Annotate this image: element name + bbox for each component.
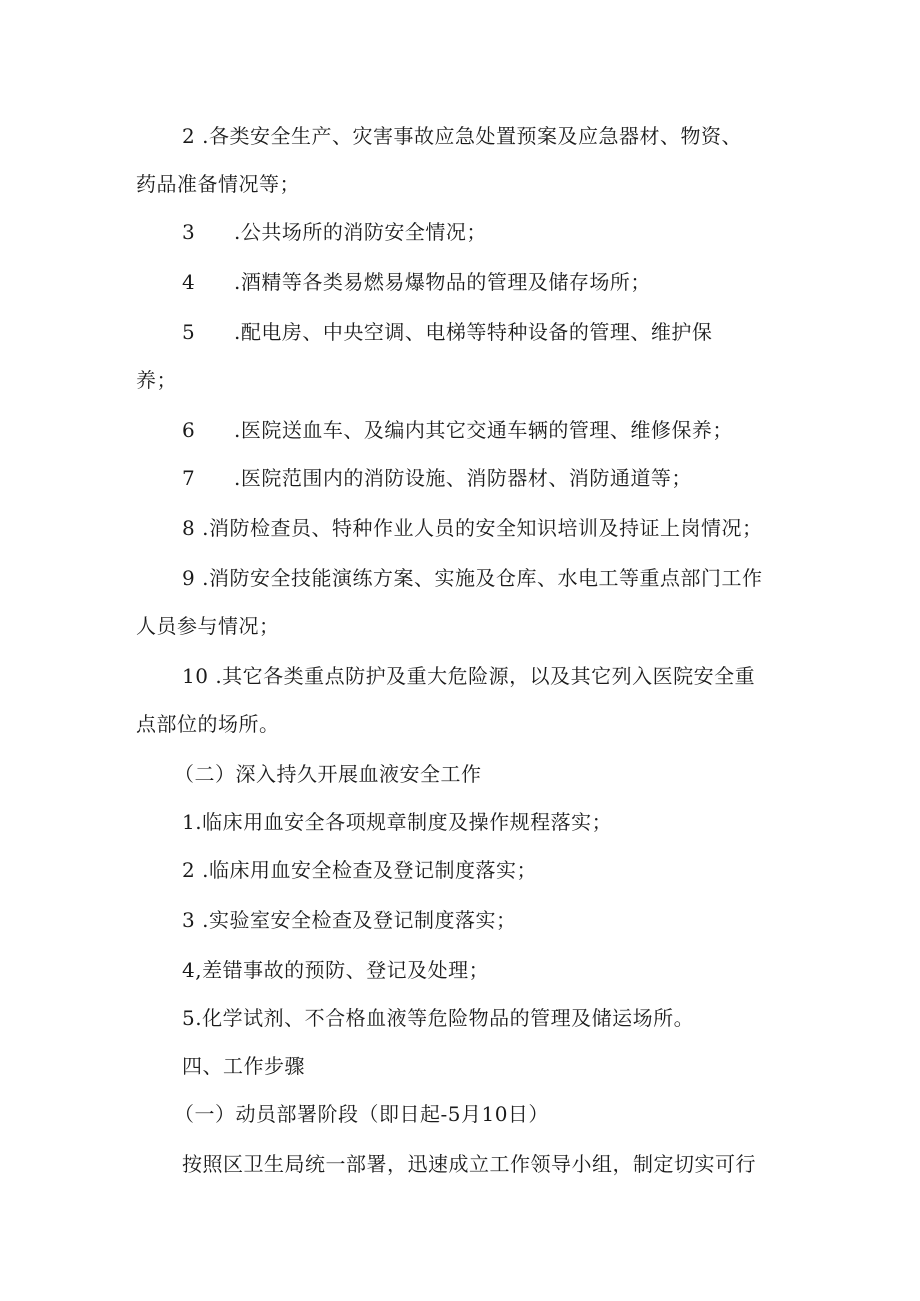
item-number: 3: [182, 220, 196, 244]
section-heading: 四、工作步骤: [182, 1054, 305, 1078]
item-continuation: 人员参与情况；: [136, 614, 280, 638]
list-item: [182, 566, 762, 590]
item-text: .公共场所的消防安全情况；: [234, 220, 487, 244]
item-number: 5: [182, 320, 196, 344]
item-continuation: 点部位的场所。: [136, 712, 280, 736]
item-number: 6: [182, 418, 196, 442]
list-item: [182, 320, 712, 344]
list-item: 5.化学试剂、不合格血液等危险物品的管理及储运场所。: [182, 1006, 695, 1030]
list-item: 4,差错事故的预防、登记及处理；: [182, 958, 490, 982]
item-number: 10: [182, 664, 209, 688]
item-number: 8: [182, 516, 196, 540]
paragraph-text: 按照区卫生局统一部署，迅速成立工作领导小组，制定切实可行: [182, 1152, 756, 1176]
item-text: .各类安全生产、灾害事故应急处置预案及应急器材、物资、: [202, 124, 742, 148]
item-continuation: 药品准备情况等；: [136, 172, 300, 196]
item-text: .消防检查员、特种作业人员的安全知识培训及持证上岗情况；: [202, 516, 763, 540]
item-text: .消防安全技能演练方案、实施及仓库、水电工等重点部门工作: [202, 566, 763, 590]
list-item: 3 .实验室安全检查及登记制度落实；: [182, 908, 517, 932]
list-item: [182, 220, 487, 244]
item-text: .医院送血车、及编内其它交通车辆的管理、维修保养；: [234, 418, 733, 442]
section-heading: （二）深入持久开展血液安全工作: [174, 762, 482, 786]
item-number: 2: [182, 124, 196, 148]
list-item: [182, 516, 762, 540]
list-item: 1.临床用血安全各项规章制度及操作规程落实；: [182, 810, 613, 834]
item-number: 4: [182, 270, 196, 294]
item-text: .其它各类重点防护及重大危险源，以及其它列入医院安全重: [215, 664, 756, 688]
item-text: .配电房、中央空调、电梯等特种设备的管理、维护保: [234, 320, 713, 344]
list-item: [182, 664, 755, 688]
item-continuation: 养；: [136, 368, 177, 392]
list-item: 2 .临床用血安全检查及登记制度落实；: [182, 858, 537, 882]
item-number: 9: [182, 566, 196, 590]
subsection-heading: （一）动员部署阶段（即日起-5月10日）: [174, 1102, 549, 1126]
list-item: [182, 466, 692, 490]
list-item: [182, 270, 651, 294]
list-item: [182, 418, 733, 442]
list-item: [182, 124, 742, 148]
item-text: .酒精等各类易燃易爆物品的管理及储存场所；: [234, 270, 651, 294]
item-number: 7: [182, 466, 196, 490]
item-text: .医院范围内的消防设施、消防器材、消防通道等；: [234, 466, 692, 490]
